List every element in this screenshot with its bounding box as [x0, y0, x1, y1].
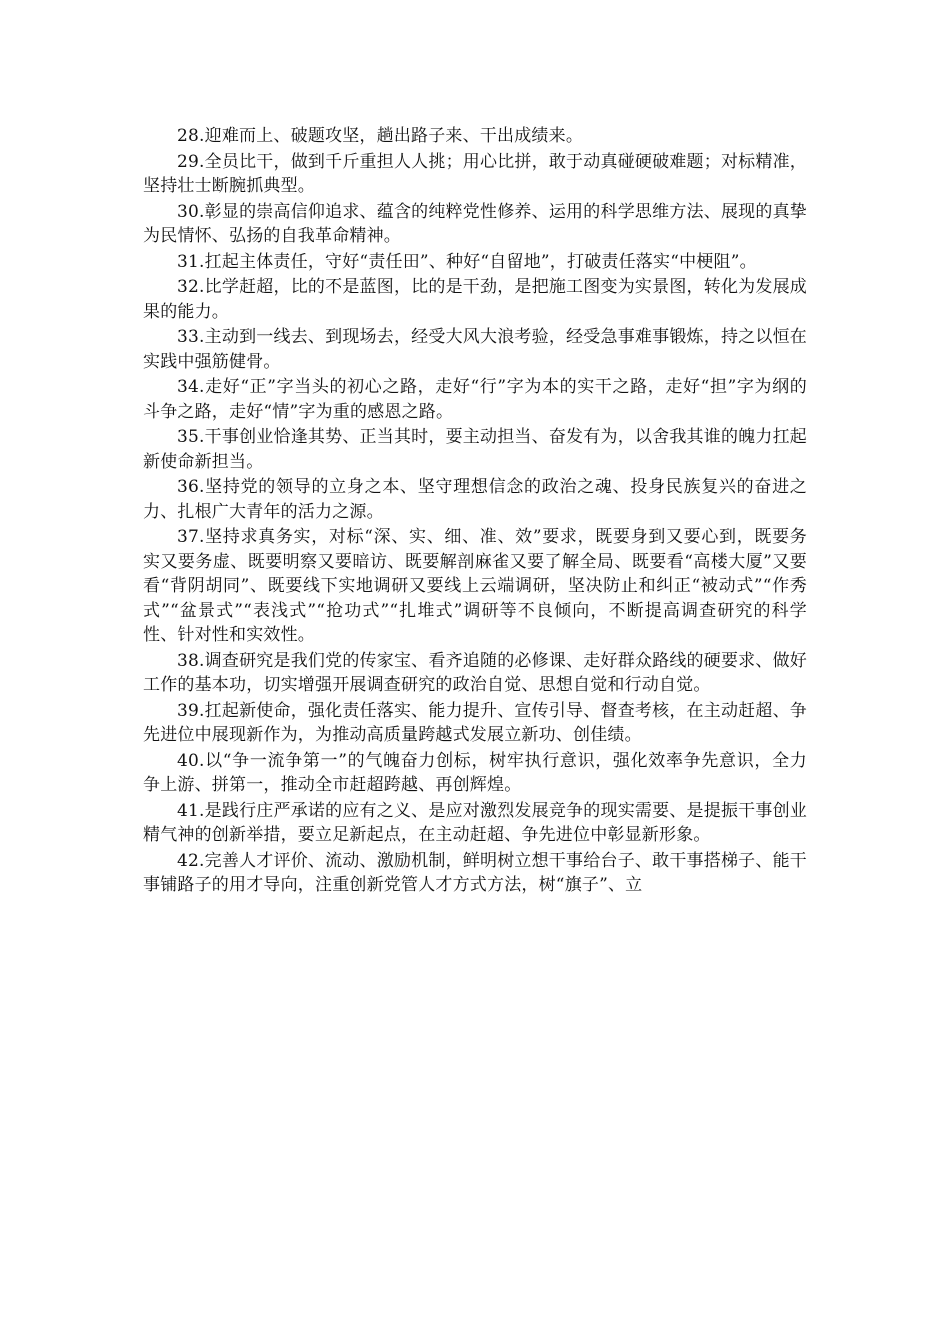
paragraph-29: 29.全员比干，做到千斤重担人人挑；用心比拼，敢于动真碰硬破难题；对标精准，坚持壮士断腕抓典型。 [143, 151, 807, 196]
paragraph-32: 32.比学赶超，比的不是蓝图，比的是干劲，是把施工图变为实景图，转化为发展成果的能力。 [143, 277, 807, 322]
paragraph-41: 41.是践行庄严承诺的应有之义、是应对激烈发展竞争的现实需要、是提振干事创业精气神的创新举措，要立足新起点，在主动赶超、争先进位中彰显新形象。 [143, 800, 807, 845]
paragraph-42: 42.完善人才评价、流动、激励机制，鲜明树立想干事给台子、敢干事搭梯子、能干事铺路子的用才导向，注重创新党管人才方式方法，树“旗子”、立 [143, 850, 807, 895]
document-body [143, 124, 807, 899]
paragraph-28: 28.迎难而上、破题攻坚，趟出路子来、干出成绩来。 [177, 126, 584, 146]
paragraph-31: 31.扛起主体责任，守好“责任田”、种好“自留地”，打破责任落实“中梗阻”。 [177, 251, 757, 272]
paragraph-35: 35.干事创业恰逢其势、正当其时，要主动担当、奋发有为，以舍我其谁的魄力扛起新使命新担当。 [143, 427, 807, 472]
paragraph-33: 33.主动到一线去、到现场去，经受大风大浪考验，经受急事难事锻炼，持之以恒在实践中强筋健骨。 [143, 327, 807, 372]
paragraph-39: 39.扛起新使命，强化责任落实、能力提升、宣传引导、督查考核，在主动赶超、争先进位中展现新作为，为推动高质量跨越式发展立新功、创佳绩。 [143, 700, 807, 745]
paragraph-30: 30.彰显的崇高信仰追求、蕴含的纯粹党性修养、运用的科学思维方法、展现的真挚为民情怀、弘扬的自我革命精神。 [143, 201, 807, 246]
paragraph-37: 37.坚持求真务实，对标“深、实、细、准、效”要求，既要身到又要心到，既要务实又要务虚、既要明察又要暗访、既要解剖麻雀又要了解全局、既要看“高楼大厦”又要看“背阴胡同”、既要线下实地调研又要线上云端调研，坚决防止和纠正“被动式”“作秀式”“盆景式”“表浅式”“抢功式”“扎堆式”调研等不良倾向，不断提高调查研究的科学性、针对性和实效性。 [143, 527, 807, 645]
paragraph-36: 36.坚持党的领导的立身之本、坚守理想信念的政治之魂、投身民族复兴的奋进之力、扎根广大青年的活力之源。 [143, 477, 807, 522]
paragraph-34: 34.走好“正”字当头的初心之路，走好“行”字为本的实干之路，走好“担”字为纲的斗争之路，走好“情”字为重的感恩之路。 [143, 377, 807, 422]
paragraph-40: 40.以“争一流争第一”的气魄奋力创标，树牢执行意识，强化效率争先意识，全力争上游、拼第一，推动全市赶超跨越、再创辉煌。 [143, 750, 807, 795]
paragraph-38: 38.调查研究是我们党的传家宝、看齐追随的必修课、走好群众路线的硬要求、做好工作的基本功，切实增强开展调查研究的政治自觉、思想自觉和行动自觉。 [143, 650, 807, 695]
